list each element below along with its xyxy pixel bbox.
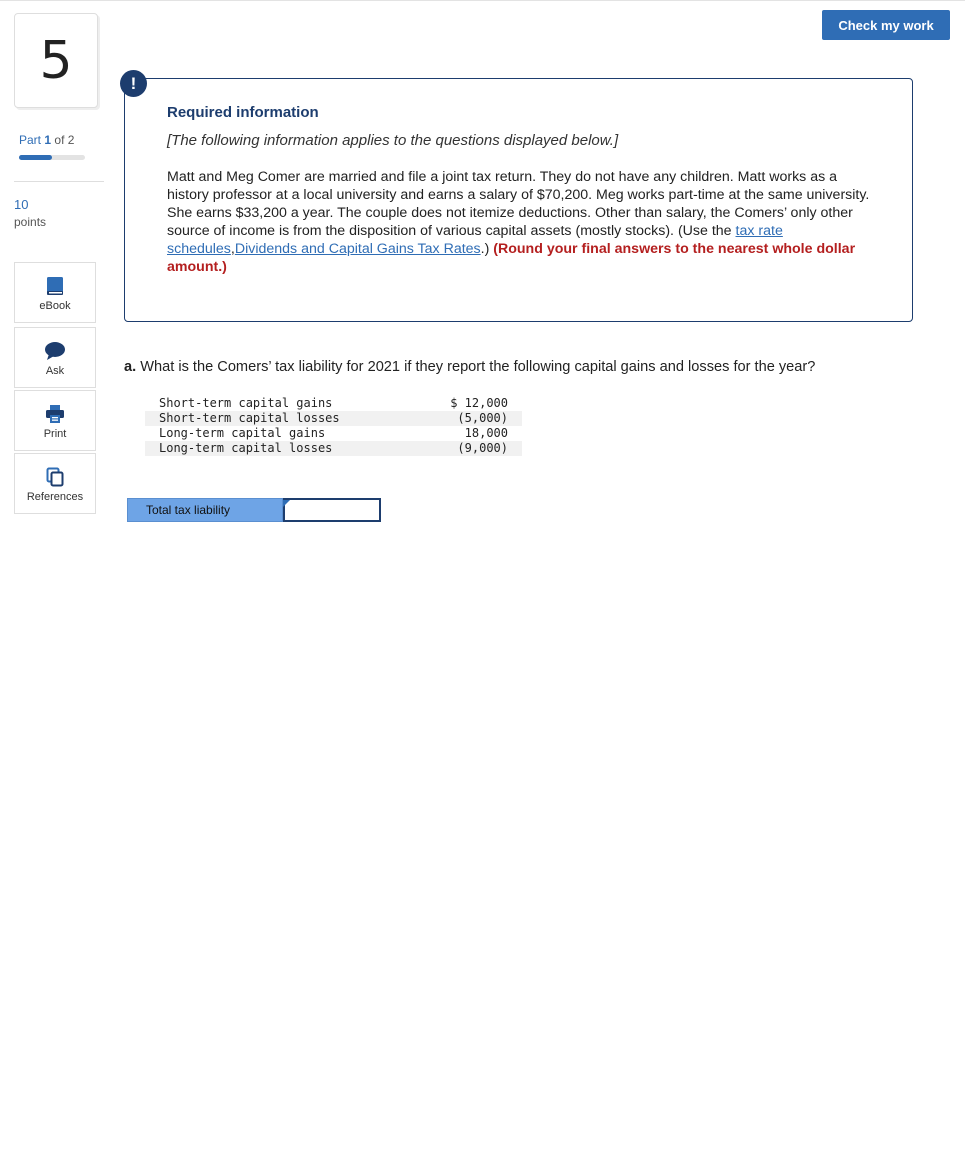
required-info-title: Required information xyxy=(167,104,319,121)
print-label: Print xyxy=(43,428,67,440)
total-tax-liability-label: Total tax liability xyxy=(127,498,283,522)
total-tax-liability-input[interactable] xyxy=(283,498,381,522)
required-info-body xyxy=(167,168,872,276)
table-row xyxy=(145,396,522,411)
sidebar-divider xyxy=(14,181,104,182)
part-progress-bar xyxy=(19,155,85,160)
row-label: Long-term capital losses xyxy=(145,441,418,456)
check-my-work-button[interactable]: Check my work xyxy=(822,10,950,40)
ebook-button[interactable] xyxy=(14,262,96,323)
chat-icon xyxy=(44,341,66,361)
row-label: Short-term capital gains xyxy=(159,396,333,410)
references-label: References xyxy=(26,491,84,503)
part-progress-fill xyxy=(19,155,52,160)
question-a xyxy=(124,359,815,375)
dividends-capital-gains-link[interactable]: Dividends and Capital Gains Tax Rates xyxy=(234,241,481,257)
alert-icon: ! xyxy=(120,70,147,97)
question-prefix: a. xyxy=(124,359,137,375)
top-divider xyxy=(0,0,965,1)
capital-gains-table xyxy=(145,396,522,456)
required-marker-icon xyxy=(283,500,290,507)
part-indicator xyxy=(19,133,74,147)
row-value: 18,000 xyxy=(464,426,508,440)
ask-label: Ask xyxy=(45,365,65,377)
question-number: 5 xyxy=(39,30,73,91)
scenario-text: Matt and Meg Comer are married and file a joint tax return. They do not have any children. Matt works as a history professor at a local university and earns a salary of $70,200. Meg works part-time at the same university. She earns $33,200 a year. The couple does not itemize deductions. Other than salary, the Comers’ only other source of income is from the disposition of various capital assets (mostly stocks). (Use the xyxy=(167,169,870,239)
book-icon xyxy=(46,276,64,296)
ebook-label: eBook xyxy=(39,300,71,312)
row-label: Short-term capital losses xyxy=(145,411,418,426)
after-link-text: .) xyxy=(480,241,494,257)
part-total: of 2 xyxy=(54,133,75,147)
part-label: Part xyxy=(19,133,42,147)
table-row xyxy=(145,426,522,441)
question-text: What is the Comers’ tax liability for 2021 if they report the following capital gains and losses for the year? xyxy=(136,359,816,375)
references-icon xyxy=(46,467,64,487)
points-value: 10 xyxy=(14,197,29,212)
row-value: $ 12,000 xyxy=(450,396,508,410)
row-label: Long-term capital gains xyxy=(159,426,326,440)
part-current: 1 xyxy=(44,133,52,147)
table-row xyxy=(145,411,522,426)
answer-row xyxy=(127,498,381,522)
print-button[interactable] xyxy=(14,390,96,451)
points-label: points xyxy=(14,215,47,229)
table-row xyxy=(145,441,522,456)
row-value: (9,000) xyxy=(418,441,522,456)
link-separator: , xyxy=(230,241,235,257)
question-number-card xyxy=(14,13,98,108)
required-info-subtitle: [The following information applies to the questions displayed below.] xyxy=(167,132,619,149)
references-button[interactable] xyxy=(14,453,96,514)
tax-rate-schedules-link[interactable]: tax rate schedules xyxy=(167,223,783,257)
row-value: (5,000) xyxy=(418,411,522,426)
ask-button[interactable] xyxy=(14,327,96,388)
print-icon xyxy=(45,404,65,424)
rounding-instruction: (Round your final answers to the nearest whole dollar amount.) xyxy=(167,241,856,275)
